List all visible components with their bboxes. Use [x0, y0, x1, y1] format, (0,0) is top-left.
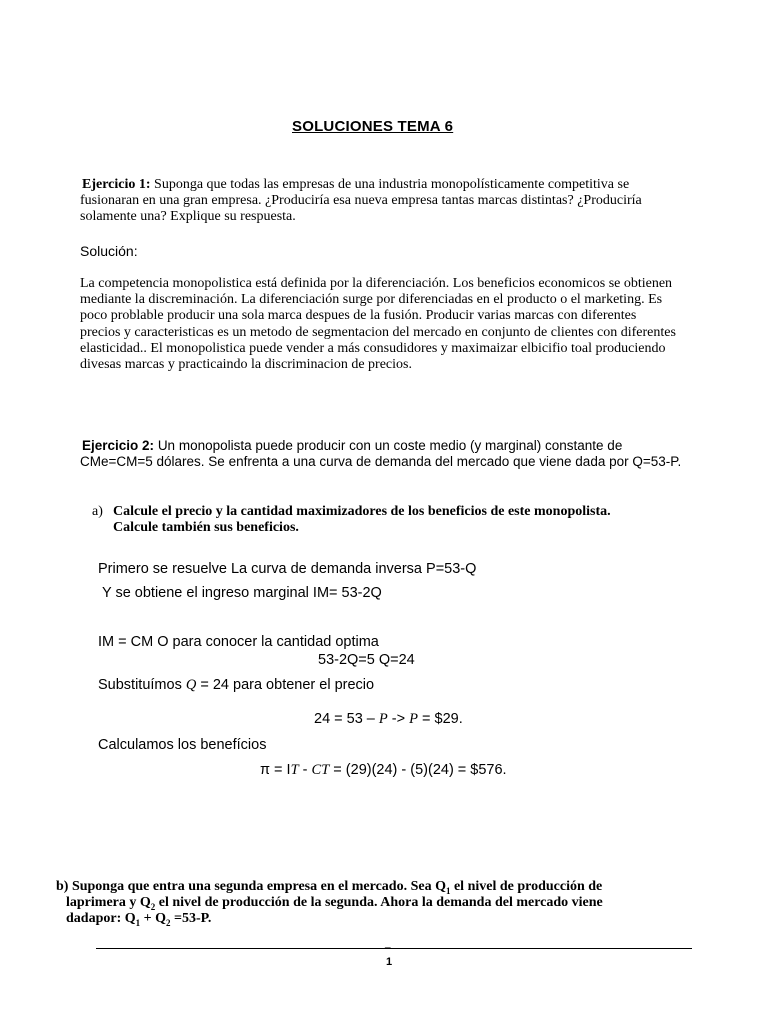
part-b-question-line-2: laprimera y $Q_2$ el nivel de producción de la segunda. Ahora la demanda del mercado viene: [66, 895, 603, 912]
step-profit-equation: π = IT - CT = (29)(24) - (5)(24) = $576.: [260, 762, 507, 778]
step-profits-label: Calculamos los benefícios: [98, 737, 267, 753]
page-title: SOLUCIONES TEMA 6: [292, 118, 454, 135]
part-a-question-line-1: Calcule el precio y la cantidad maximizadores de los beneficios de este monopolista.: [113, 504, 611, 519]
exercise-2-text: Un monopolista puede producir con un coste medio (y marginal) constante de: [157, 438, 623, 453]
part-a-question-line-2: Calcule también sus beneficios.: [113, 520, 299, 535]
solution-line-6: divesas marcas y practicaindo la discriminacion de precios.: [80, 357, 412, 372]
page-number: 1: [386, 956, 393, 968]
footer-dash: _: [385, 938, 391, 949]
footer-rule: [96, 948, 692, 949]
exercise-2-label: Ejercicio 2:: [82, 438, 155, 453]
step-inverse-demand: Primero se resuelve La curva de demanda inversa P=53-Q: [98, 561, 477, 577]
exercise-2-line-2: CMe=CM=5 dólares. Se enfrenta a una curva de demanda del mercado que viene dada por Q=53-P.: [80, 454, 682, 469]
exercise-1-label: Ejercicio 1:: [82, 177, 151, 192]
part-a-marker: a): [92, 504, 103, 519]
solution-line-1: La competencia monopolistica está definida por la diferenciación. Los beneficios economicos se obtienen: [80, 276, 673, 291]
exercise-1-text: Suponga que todas las empresas de una industria monopolísticamente competitiva se: [154, 177, 630, 192]
step-marginal-revenue: Y se obtiene el ingreso marginal IM= 53-2Q: [102, 585, 382, 601]
solution-line-3: poco problable producir una sola marca despues de la fusión. Producir varias marcas con diferentes: [80, 308, 637, 323]
solution-line-5: elasticidad.. El monopolistica puede vender a más consudidores y maximaizar elbicifio toal produciendo: [80, 341, 666, 356]
exercise-1-line-1: [82, 177, 629, 193]
exercise-1-line-3: solamente una? Explique su respuesta.: [80, 209, 296, 224]
step-optimal-quantity: 53-2Q=5 Q=24: [318, 652, 415, 668]
solution-line-4: precios y caracteristicas es un metodo de segmentacion del mercado en conjunto de clientes con diferentes: [80, 325, 676, 340]
step-substitute: Substituímos Q = 24 para obtener el precio: [98, 677, 375, 693]
step-optimal-condition: IM = CM O para conocer la cantidad optima: [98, 634, 379, 650]
exercise-1-line-2: fusionaran en una gran empresa. ¿Produciría esa nueva empresa tantas marcas distintas? ¿Produciría: [80, 193, 642, 208]
solution-label: Solución:: [80, 243, 138, 259]
exercise-2-line-1: [82, 438, 622, 454]
solution-line-2: mediante la discreminación. La diferenciación surge por diferenciadas en el producto o el marketing. Es: [80, 292, 663, 307]
part-b-question-line-3: dadapor: $Q_1 + Q_2 =53-P$.: [66, 911, 212, 928]
part-b-question-line-1: b) Suponga que entra una segunda empresa en el mercado. Sea $Q_1$ el nivel de producción de: [56, 879, 603, 896]
step-price-equation: 24 = 53 – P -> P = $29.: [314, 711, 463, 727]
